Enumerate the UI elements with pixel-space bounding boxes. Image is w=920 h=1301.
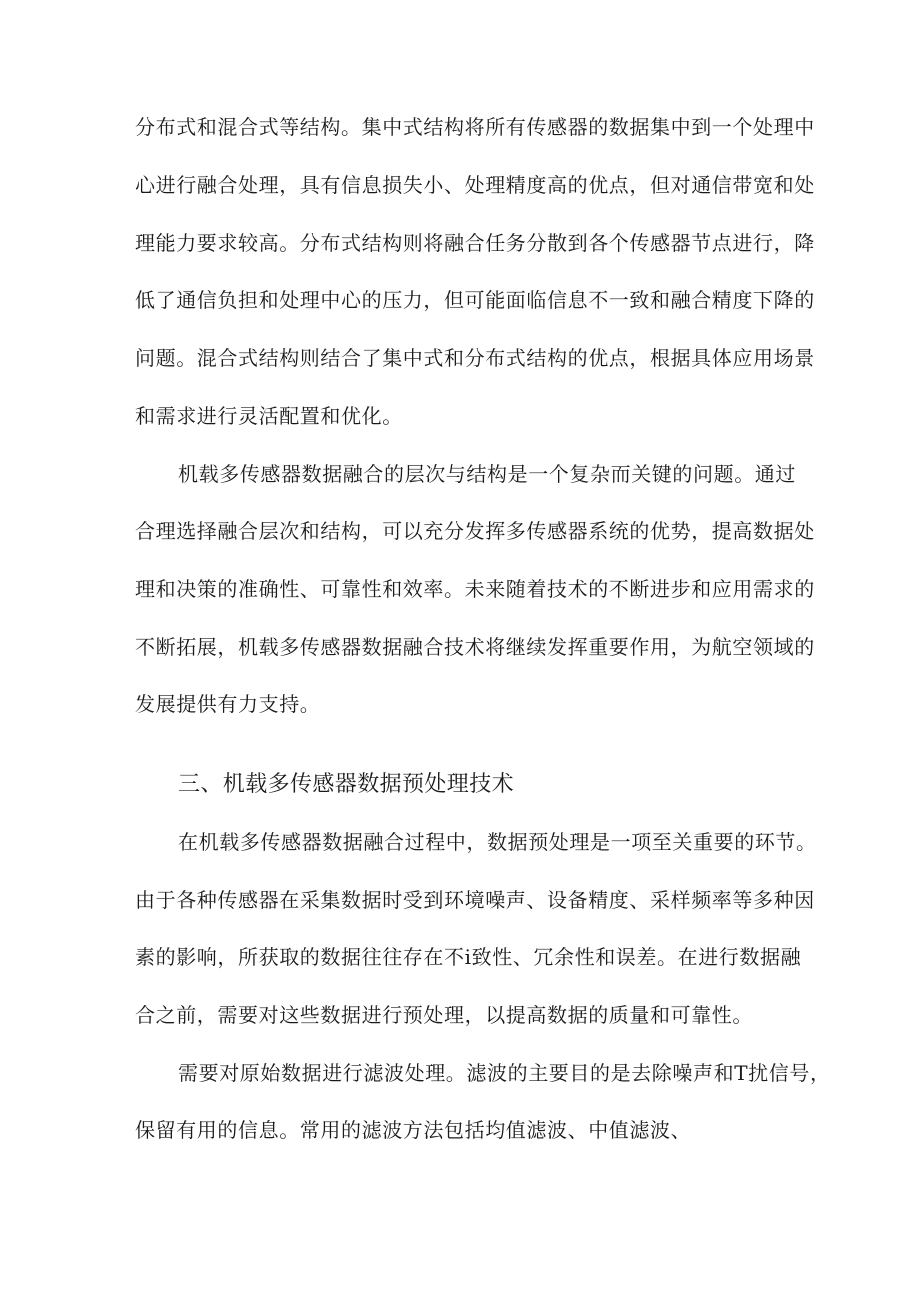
- text-line: 和需求进行灵活配置和优化。: [135, 404, 403, 428]
- text-line: 素的影响，所获取的数据往往存在不i致性、冗余性和误差。在进行数据融: [135, 945, 802, 969]
- text-line: 发展提供有力支持。: [135, 692, 321, 716]
- text-line: 机载多传感器数据融合的层次与结构是一个复杂而关键的问题。通过: [178, 462, 796, 486]
- section-heading: 三、机载多传感器数据预处理技术: [178, 772, 515, 797]
- text-line: 理能力要求较高。分布式结构则将融合任务分散到各个传感器节点进行，降: [135, 231, 815, 255]
- text-line: 保留有用的信息。常用的滤波方法包括均值滤波、中值滤波、: [135, 1118, 692, 1142]
- text-line: 心进行融合处理，具有信息损失小、处理精度高的优点，但对通信带宽和处: [135, 173, 815, 197]
- text-line: 合理选择融合层次和结构，可以充分发挥多传感器系统的优势，提高数据处: [135, 519, 815, 543]
- text-line: 在机载多传感器数据融合过程中，数据预处理是一项至关重要的环节。: [178, 830, 817, 854]
- text-line: 分布式和混合式等结构。集中式结构将所有传感器的数据集中到一个处理中: [135, 115, 815, 139]
- text-line: 需要对原始数据进行滤波处理。滤波的主要目的是去除噪声和T扰信号，: [178, 1061, 831, 1085]
- text-line: 合之前，需要对这些数据进行预处理，以提高数据的质量和可靠性。: [135, 1003, 753, 1027]
- text-line: 问题。混合式结构则结合了集中式和分布式结构的优点，根据具体应用场景: [135, 346, 815, 370]
- text-line: 不断拓展，机载多传感器数据融合技术将继续发挥重要作用，为航空领域的: [135, 635, 815, 659]
- text-line: 理和决策的准确性、可靠性和效率。未来随着技术的不断进步和应用需求的: [135, 577, 815, 601]
- text-line: 由于各种传感器在采集数据时受到环境噪声、设备精度、采样频率等多种因: [135, 888, 815, 912]
- text-line: 低了通信负担和处理中心的压力，但可能面临信息不一致和融合精度下降的: [135, 288, 815, 312]
